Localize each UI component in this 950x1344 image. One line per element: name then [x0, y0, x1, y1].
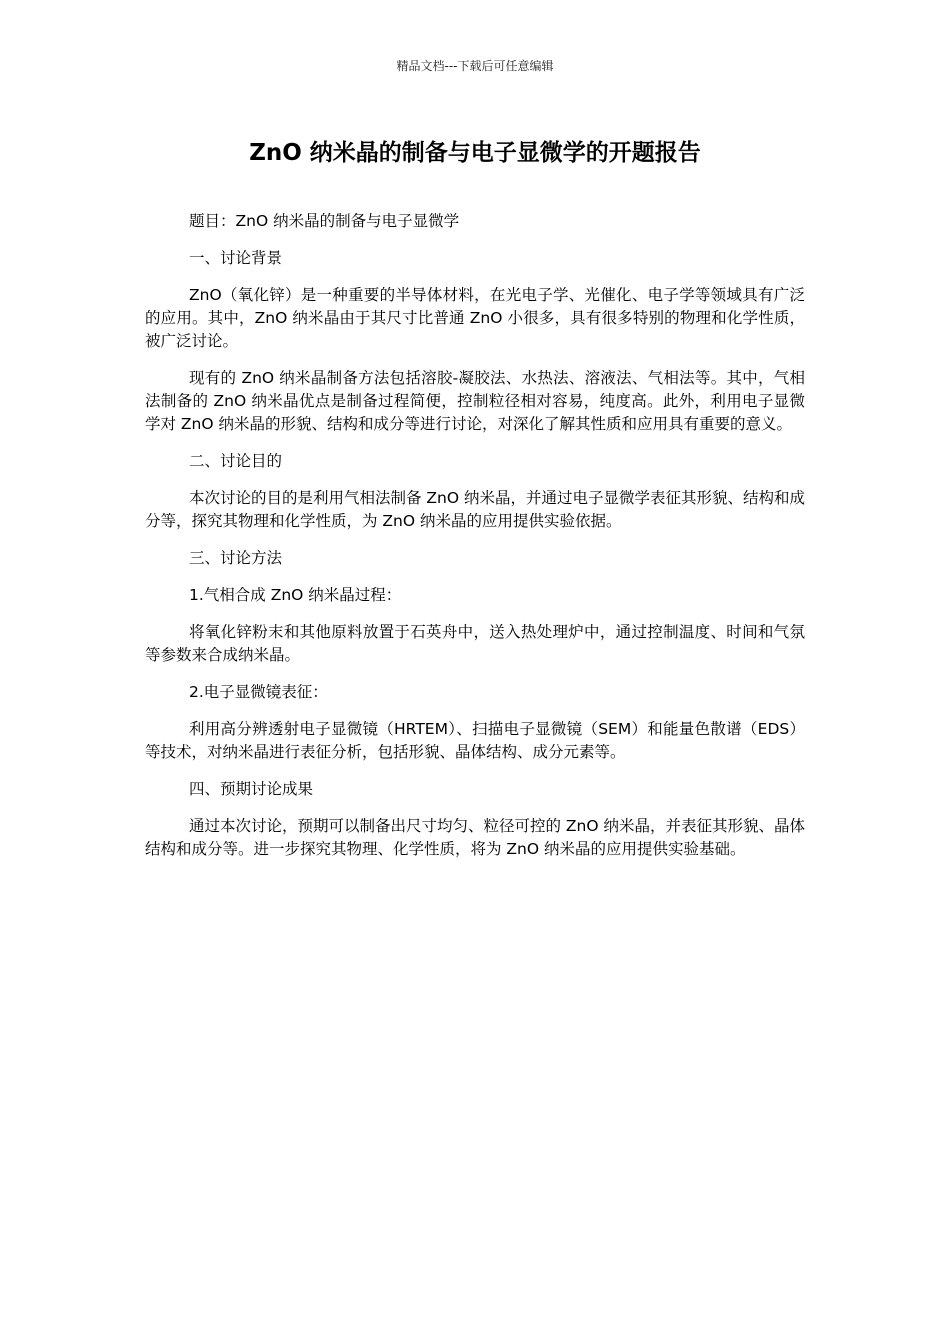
method-heading-2: 2.电子显微镜表征： [189, 683, 328, 701]
section-heading-purpose: 二、讨论目的 [189, 452, 283, 470]
method-paragraph-2: 利用高分辨透射电子显微镜（HRTEM）、扫描电子显微镜（SEM）和能量色散谱（EDS）等技术，对纳米晶进行表征分析，包括形貌、晶体结构、成分元素等。 [145, 720, 805, 761]
method-paragraph-1: 将氧化锌粉末和其他原料放置于石英舟中，送入热处理炉中，通过控制温度、时间和气氛等参数来合成纳米晶。 [145, 623, 805, 664]
document-title: ZnO 纳米晶的制备与电子显微学的开题报告 [249, 140, 701, 166]
outcomes-paragraph: 通过本次讨论，预期可以制备出尺寸均匀、粒径可控的 ZnO 纳米晶，并表征其形貌、晶体结构和成分等。进一步探究其物理、化学性质，将为 ZnO 纳米晶的应用提供实验基础。 [145, 817, 805, 858]
section-heading-background: 一、讨论背景 [189, 249, 283, 267]
topic-line: 题目：ZnO 纳米晶的制备与电子显微学 [189, 212, 460, 230]
section-heading-outcomes: 四、预期讨论成果 [189, 780, 314, 798]
document-body [145, 210, 805, 875]
background-paragraph-1: ZnO（氧化锌）是一种重要的半导体材料，在光电子学、光催化、电子学等领域具有广泛的应用。其中，ZnO 纳米晶由于其尺寸比普通 ZnO 小很多，具有很多特别的物理和化学性质，被广泛讨论。 [145, 286, 805, 350]
method-heading-1: 1.气相合成 ZnO 纳米晶过程： [189, 586, 402, 604]
header-note: 精品文档---下载后可任意编辑 [396, 59, 554, 73]
section-heading-methods: 三、讨论方法 [189, 549, 283, 567]
background-paragraph-2: 现有的 ZnO 纳米晶制备方法包括溶胶-凝胶法、水热法、溶液法、气相法等。其中，气相法制备的 ZnO 纳米晶优点是制备过程简便，控制粒径相对容易，纯度高。此外，利用电子显微学对 ZnO 纳米晶的形貌、结构和成分等进行讨论，对深化了解其性质和应用具有重要的意义。 [145, 369, 805, 433]
purpose-paragraph: 本次讨论的目的是利用气相法制备 ZnO 纳米晶，并通过电子显微学表征其形貌、结构和成分等，探究其物理和化学性质，为 ZnO 纳米晶的应用提供实验依据。 [145, 489, 805, 530]
